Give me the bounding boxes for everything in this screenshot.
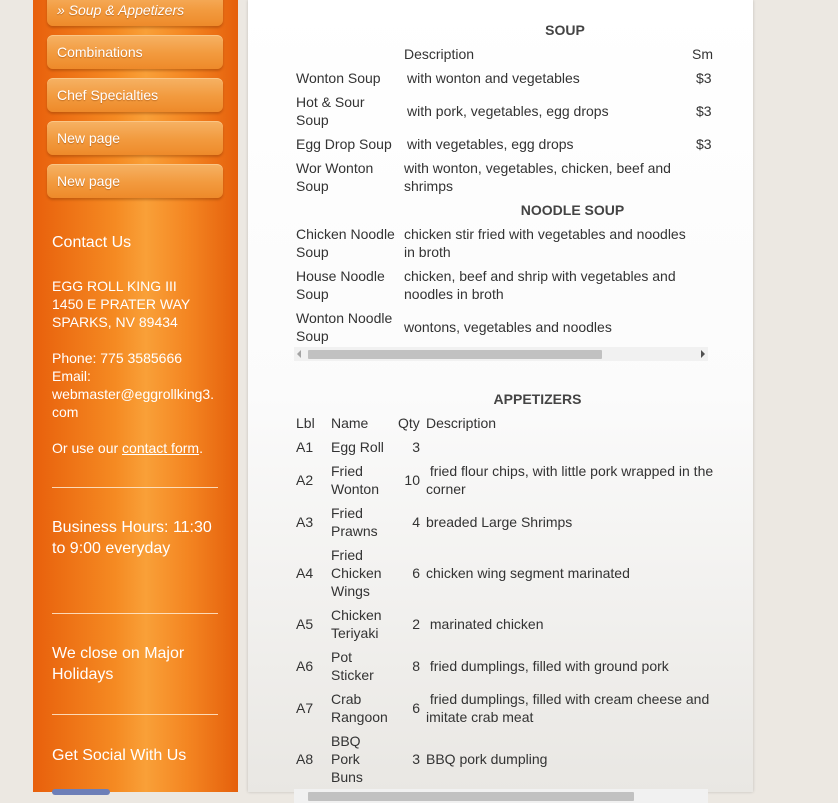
divider [52,714,218,715]
appetizers-table-scrollbar[interactable] [294,789,708,803]
appetizer-name: Wonton [331,481,379,497]
period-text: . [199,440,203,456]
soup-row-name: Wor Wonton [296,160,374,176]
closed-line2: Holidays [52,666,114,683]
appetizer-name: Fried [331,505,363,521]
nav-item-soup-appetizers[interactable]: » Soup & Appetizers [47,0,223,26]
noodle-row-desc: chicken stir fried with vegetables and noodles [404,226,686,242]
appetizer-name: Buns [331,769,363,785]
facebook-button[interactable] [52,789,110,795]
sidebar [33,0,238,792]
appetizer-desc: fried dumplings, filled with ground pork [426,658,669,674]
appetizers-title: APPETIZERS [493,391,582,407]
contact-form-line [52,439,203,457]
soup-row-desc: shrimps [404,178,454,194]
nav-item-new-page-2[interactable]: New page [47,164,223,198]
contact-city: SPARKS, NV 89434 [52,314,178,330]
appetizer-name: Fried [331,463,363,479]
contact-heading: Contact Us [52,234,132,251]
appetizer-name: Prawns [331,523,378,539]
nav-item-chef-specialties[interactable]: Chef Specialties [47,78,223,112]
social-heading: Get Social With Us [52,747,187,764]
appetizer-lbl: A8 [296,751,314,767]
appetizer-qty: 3 [412,751,420,767]
noodle-row-name: Chicken Noodle [296,226,395,242]
appetizer-name: Pork [331,751,360,767]
scroll-left-icon[interactable] [297,350,301,358]
contact-email[interactable] [52,385,214,403]
soup-row-name: Soup [296,112,329,128]
noodle-row-name: Soup [296,328,329,344]
appetizer-lbl: A5 [296,616,314,632]
noodle-row-desc: chicken, beef and shrip with vegetables and [404,268,676,284]
appetizer-name: Pot [331,649,353,665]
contact-form-link[interactable]: contact form [122,440,200,456]
noodle-row-desc: wontons, vegetables and noodles [404,319,612,335]
noodle-row-desc: in broth [404,244,451,260]
appetizer-qty: 4 [412,514,420,530]
soup-table-scrollbar[interactable] [294,347,708,361]
nav-item-new-page-1[interactable]: New page [47,121,223,155]
hours-line1: Business Hours: 11:30 [52,519,212,536]
appetizer-name: Egg Roll [331,439,384,455]
appetizer-qty: 10 [404,472,420,488]
soup-col-description: Description [404,46,475,62]
scrollbar-thumb[interactable] [308,792,634,801]
contact-phone: Phone: 775 3585666 [52,350,183,366]
appetizer-qty: 3 [412,439,420,455]
col-lbl: Lbl [296,415,315,431]
soup-row-desc: with vegetables, egg drops [407,136,574,152]
appetizer-lbl: A6 [296,658,314,674]
soup-row-desc: with pork, vegetables, egg drops [407,103,609,119]
appetizer-desc: marinated chicken [426,616,544,632]
divider [52,613,218,614]
soup-row-desc: with wonton, vegetables, chicken, beef and [404,160,671,176]
soup-row-name: Wonton Soup [296,70,381,86]
appetizer-lbl: A1 [296,439,314,455]
contact-email-line2[interactable]: com [52,404,79,420]
appetizer-name: Sticker [331,667,374,683]
col-description: Description [426,415,497,431]
soup-row-name: Egg Drop Soup [296,136,392,152]
scrollbar-thumb[interactable] [308,350,602,359]
appetizer-lbl: A4 [296,565,314,581]
appetizer-desc: fried dumplings, filled with cream cheese and [426,691,710,707]
appetizer-qty: 8 [412,658,420,674]
appetizer-name: Crab [331,691,362,707]
contact-email-label: Email: [52,368,91,384]
appetizers-table [292,385,714,789]
main-content [248,0,753,792]
soup-row-price: $3 [696,70,712,86]
col-qty: Qty [398,415,420,431]
appetizer-name: Wings [331,583,370,599]
col-name: Name [331,415,369,431]
appetizer-desc: corner [426,481,466,497]
appetizer-name: Chicken [331,565,382,581]
appetizer-lbl: A3 [296,514,314,530]
appetizer-name: Chicken [331,607,382,623]
soup-row-price: $3 [696,103,712,119]
soup-row-price: $3 [696,136,712,152]
appetizer-desc: imitate crab meat [426,709,534,725]
appetizer-name: Rangoon [331,709,388,725]
nav-item-combinations[interactable]: Combinations [47,35,223,69]
appetizer-lbl: A7 [296,700,314,716]
soup-row-name: Soup [296,178,329,194]
noodle-row-name: Wonton Noodle [296,310,393,326]
appetizer-desc: BBQ pork dumpling [426,751,548,767]
closed-line1: We close on Major [52,645,185,662]
soup-row-name: Hot & Sour [296,94,365,110]
appetizer-name: Teriyaki [331,625,379,641]
or-use-text: Or use our [52,440,119,456]
contact-email-line1[interactable]: webmaster@eggrollking3. [52,386,215,402]
appetizer-qty: 6 [412,565,420,581]
noodle-row-desc: noodles in broth [404,286,504,302]
soup-title: SOUP [545,22,585,38]
appetizer-desc: fried flour chips, with little pork wrapped in the [426,463,714,479]
appetizer-qty: 2 [412,616,420,632]
appetizer-qty: 6 [412,700,420,716]
appetizer-desc: chicken wing segment marinated [426,565,630,581]
contact-street: 1450 E PRATER WAY [52,296,191,312]
hours-line2: to 9:00 everyday [52,540,171,557]
appetizer-name: BBQ [331,733,361,749]
soup-row-desc: with wonton and vegetables [407,70,580,86]
appetizer-lbl: A2 [296,472,314,488]
divider [52,487,218,488]
soup-col-small: Sm [692,46,713,62]
scroll-right-icon[interactable] [701,350,705,358]
noodle-soup-title: NOODLE SOUP [520,202,625,218]
noodle-row-name: Soup [296,286,329,302]
contact-name: EGG ROLL KING III [52,278,177,294]
appetizer-desc: breaded Large Shrimps [426,514,573,530]
noodle-row-name: House Noodle [296,268,385,284]
appetizer-name: Fried [331,547,363,563]
soup-table [292,15,713,347]
noodle-row-name: Soup [296,244,329,260]
